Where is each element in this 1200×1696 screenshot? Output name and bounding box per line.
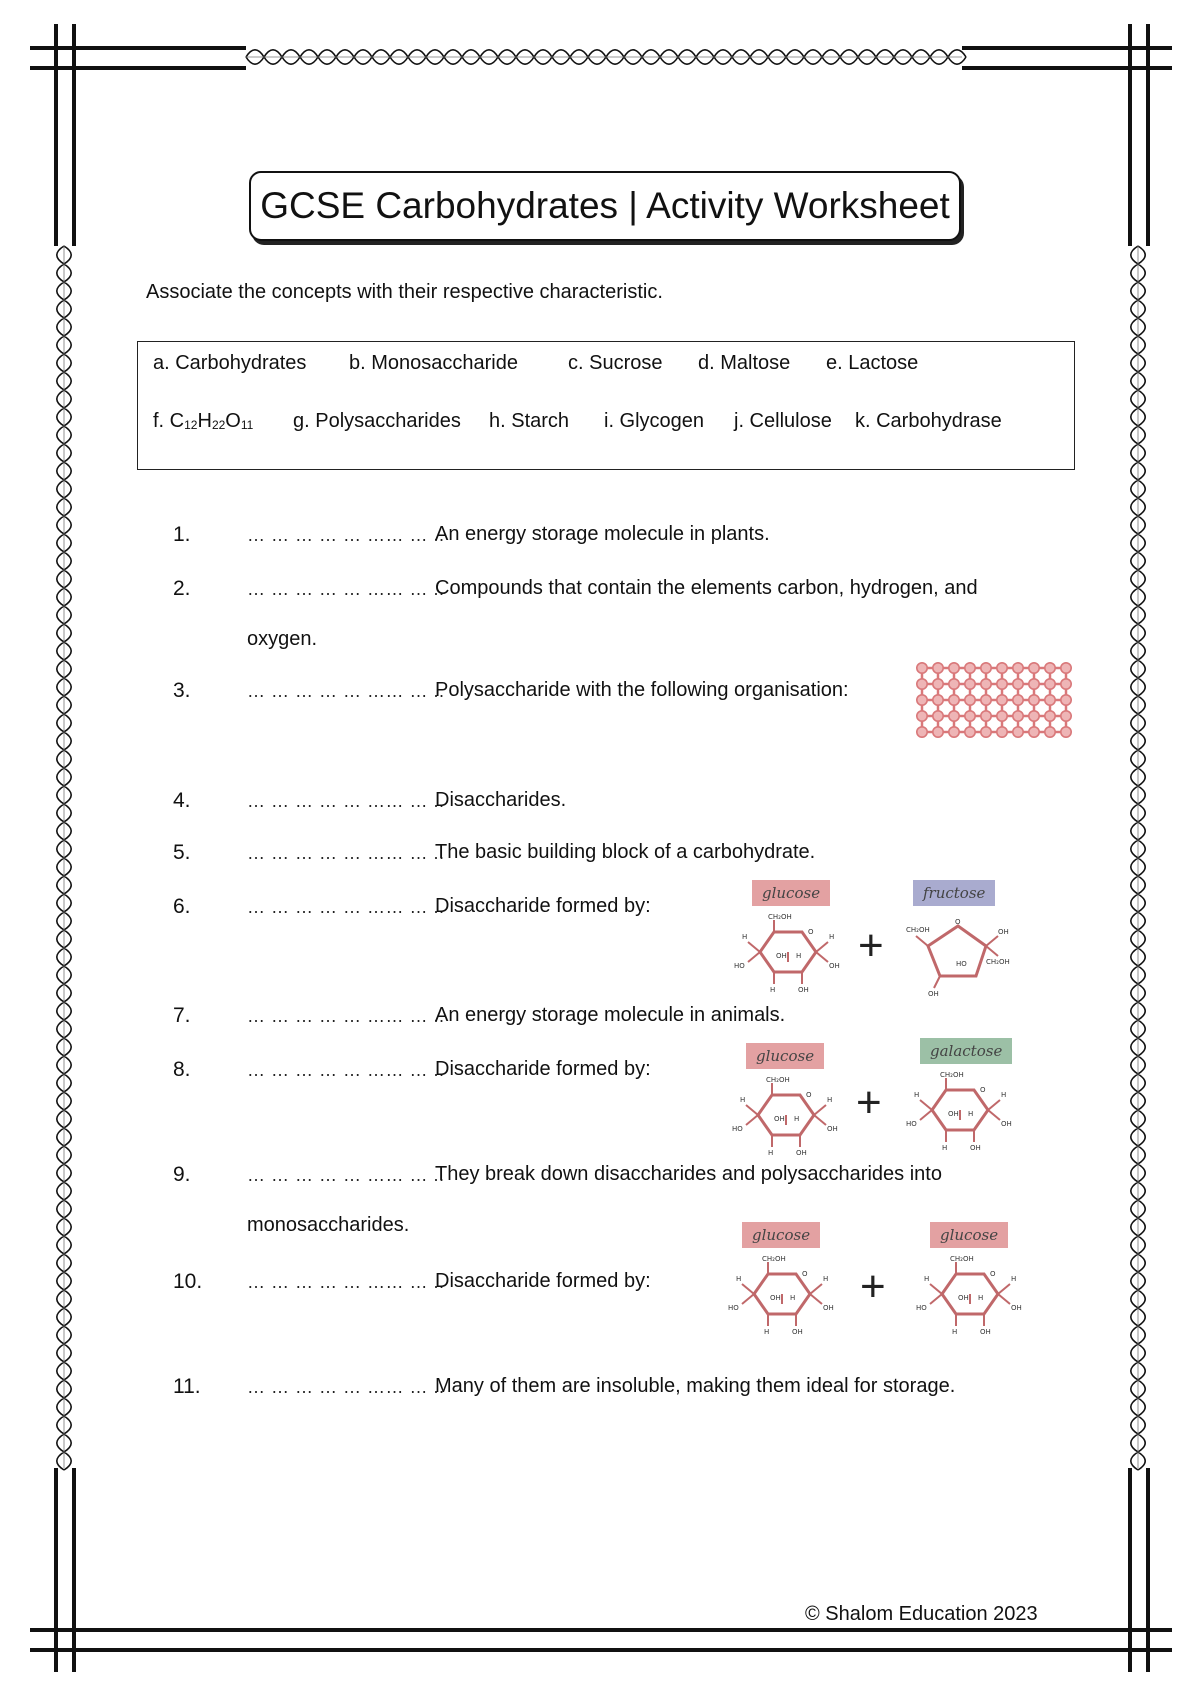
svg-text:OH: OH — [958, 1294, 969, 1302]
concept-h: h. Starch — [489, 410, 570, 432]
question-1-blank[interactable]: … … … … … …… … .. — [247, 525, 445, 545]
question-2-number: 2. — [173, 577, 191, 600]
svg-text:H: H — [742, 933, 748, 941]
svg-text:CH₂OH: CH₂OH — [986, 958, 1010, 966]
svg-text:OH: OH — [770, 1294, 781, 1302]
question-5-number: 5. — [173, 841, 191, 864]
svg-text:O: O — [955, 918, 961, 926]
q10-glucose-structure-1 — [726, 1254, 838, 1334]
concept-c: c. Sucrose — [568, 352, 663, 374]
question-4-text: Disaccharides. — [435, 789, 567, 811]
svg-text:OH: OH — [798, 986, 809, 994]
q10-glucose-label-1: glucose — [742, 1222, 820, 1248]
instruction-text: Associate the concepts with their respective characteristic. — [146, 281, 663, 303]
svg-text:OH: OH — [823, 1304, 834, 1312]
concept-i: i. Glycogen — [604, 410, 705, 432]
q6-plus-sign: + — [858, 921, 884, 970]
svg-text:H: H — [736, 1275, 742, 1283]
question-6-blank[interactable]: … … … … … …… … .. — [247, 897, 445, 917]
svg-text:H: H — [790, 1294, 796, 1302]
question-2-blank[interactable]: … … … … … …… … .. — [247, 579, 445, 599]
q8-galactose-structure — [904, 1070, 1016, 1150]
svg-text:H: H — [1001, 1091, 1007, 1099]
svg-text:OH: OH — [998, 928, 1009, 936]
copyright-footer: © Shalom Education 2023 — [805, 1603, 1038, 1625]
svg-text:CH₂OH: CH₂OH — [906, 926, 930, 934]
q6-glucose-structure — [732, 912, 844, 992]
svg-text:OH: OH — [796, 1149, 807, 1157]
question-3-number: 3. — [173, 679, 191, 702]
q10-glucose-structure-2 — [914, 1254, 1026, 1334]
svg-text:OH: OH — [948, 1110, 959, 1118]
svg-text:OH: OH — [928, 990, 939, 998]
svg-text:O: O — [802, 1270, 808, 1278]
question-7-text: An energy storage molecule in animals. — [435, 1004, 786, 1026]
q6-fructose-structure — [906, 912, 1010, 998]
svg-text:OH: OH — [1011, 1304, 1022, 1312]
question-6-text: Disaccharide formed by: — [435, 895, 651, 917]
svg-text:H: H — [794, 1115, 800, 1123]
q10-plus-sign: + — [860, 1262, 886, 1311]
question-7-blank[interactable]: … … … … … …… … .. — [247, 1006, 445, 1026]
q6-glucose-label: glucose — [752, 880, 830, 906]
svg-text:HO: HO — [734, 962, 745, 970]
svg-text:H: H — [740, 1096, 746, 1104]
concept-g: g. Polysaccharides — [293, 410, 461, 432]
concept-k: k. Carbohydrase — [855, 410, 1002, 432]
svg-text:CH₂OH: CH₂OH — [768, 913, 792, 921]
svg-text:CH₂OH: CH₂OH — [766, 1076, 790, 1084]
svg-text:OH: OH — [970, 1144, 981, 1152]
svg-text:HO: HO — [728, 1304, 739, 1312]
question-9-continuation: monosaccharides. — [247, 1214, 410, 1236]
question-11-blank[interactable]: … … … … … …… … .. — [247, 1377, 445, 1397]
svg-text:O: O — [980, 1086, 986, 1094]
concept-e: e. Lactose — [826, 352, 919, 374]
svg-text:OH: OH — [1001, 1120, 1012, 1128]
svg-text:O: O — [808, 928, 814, 936]
border-braid — [1131, 246, 1145, 1470]
question-2-text: Compounds that contain the elements carbon, hydrogen, and — [435, 577, 978, 599]
concept-d: d. Maltose — [698, 352, 791, 374]
question-1-number: 1. — [173, 523, 191, 546]
svg-text:H: H — [924, 1275, 930, 1283]
svg-text:OH: OH — [774, 1115, 785, 1123]
concept-a: a. Carbohydrates — [153, 352, 307, 374]
svg-text:H: H — [827, 1096, 833, 1104]
question-4-number: 4. — [173, 789, 191, 812]
question-9-blank[interactable]: … … … … … …… … .. — [247, 1165, 445, 1185]
concept-j: j. Cellulose — [734, 410, 832, 432]
svg-text:H: H — [914, 1091, 920, 1099]
svg-text:OH: OH — [776, 952, 787, 960]
svg-text:H: H — [770, 986, 776, 994]
question-6-number: 6. — [173, 895, 191, 918]
border-braid — [246, 50, 966, 64]
svg-text:H: H — [952, 1328, 958, 1336]
svg-text:HO: HO — [732, 1125, 743, 1133]
question-8-text: Disaccharide formed by: — [435, 1058, 651, 1080]
page-title: GCSE Carbohydrates | Activity Worksheet — [249, 171, 961, 241]
svg-text:O: O — [806, 1091, 812, 1099]
question-3-blank[interactable]: … … … … … …… … .. — [247, 681, 445, 701]
question-8-number: 8. — [173, 1058, 191, 1081]
question-5-blank[interactable]: … … … … … …… … .. — [247, 843, 445, 863]
svg-text:H: H — [978, 1294, 984, 1302]
svg-text:CH₂OH: CH₂OH — [950, 1255, 974, 1263]
question-10-number: 10. — [173, 1270, 203, 1293]
q8-glucose-label: glucose — [746, 1043, 824, 1069]
q10-glucose-label-2: glucose — [930, 1222, 1008, 1248]
concept-f-formula: f. $C_{12}H_{22}O_{11}$ — [153, 410, 254, 432]
svg-text:H: H — [796, 952, 802, 960]
starch-lattice-diagram — [914, 660, 1074, 744]
question-10-blank[interactable]: … … … … … …… … .. — [247, 1272, 445, 1292]
svg-text:HO: HO — [906, 1120, 917, 1128]
concept-b: b. Monosaccharide — [349, 352, 518, 374]
question-4-blank[interactable]: … … … … … …… … .. — [247, 791, 445, 811]
q8-plus-sign: + — [856, 1078, 882, 1127]
q8-glucose-structure — [730, 1075, 842, 1155]
question-3-text: Polysaccharide with the following organisation: — [435, 679, 849, 701]
question-1-text: An energy storage molecule in plants. — [435, 523, 770, 545]
q8-galactose-label: galactose — [920, 1038, 1012, 1064]
question-9-text: They break down disaccharides and polysaccharides into — [435, 1163, 942, 1185]
question-11-number: 11. — [173, 1375, 201, 1398]
svg-text:HO: HO — [916, 1304, 927, 1312]
svg-text:OH: OH — [980, 1328, 991, 1336]
question-8-blank[interactable]: … … … … … …… … .. — [247, 1060, 445, 1080]
svg-text:HO: HO — [956, 960, 967, 968]
svg-text:H: H — [942, 1144, 948, 1152]
svg-text:OH: OH — [792, 1328, 803, 1336]
svg-text:OH: OH — [827, 1125, 838, 1133]
q6-fructose-label: fructose — [913, 880, 995, 906]
svg-text:H: H — [768, 1149, 774, 1157]
svg-text:O: O — [990, 1270, 996, 1278]
svg-text:H: H — [764, 1328, 770, 1336]
svg-text:OH: OH — [829, 962, 840, 970]
svg-text:H: H — [823, 1275, 829, 1283]
question-10-text: Disaccharide formed by: — [435, 1270, 651, 1292]
border-braid — [57, 246, 71, 1470]
svg-text:H: H — [1011, 1275, 1017, 1283]
question-7-number: 7. — [173, 1004, 191, 1027]
question-9-number: 9. — [173, 1163, 191, 1186]
question-5-text: The basic building block of a carbohydrate. — [435, 841, 816, 863]
question-11-text: Many of them are insoluble, making them ideal for storage. — [435, 1375, 956, 1397]
svg-text:CH₂OH: CH₂OH — [762, 1255, 786, 1263]
question-2-continuation: oxygen. — [247, 628, 318, 650]
svg-text:CH₂OH: CH₂OH — [940, 1071, 964, 1079]
svg-text:H: H — [829, 933, 835, 941]
svg-text:H: H — [968, 1110, 974, 1118]
